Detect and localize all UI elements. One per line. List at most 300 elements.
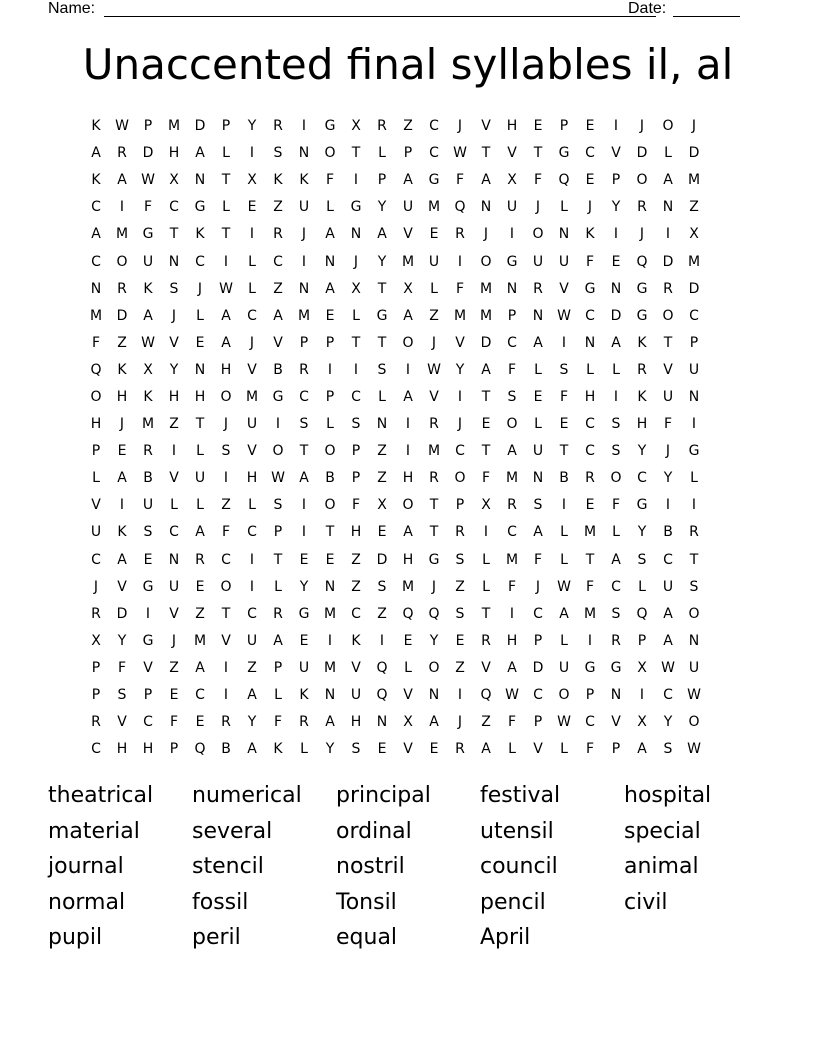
grid-cell[interactable]: G — [272, 388, 284, 405]
grid-cell[interactable]: J — [431, 578, 437, 595]
grid-cell[interactable]: N — [428, 687, 440, 704]
grid-cell[interactable]: C — [637, 470, 647, 487]
grid-cell[interactable]: T — [481, 145, 491, 162]
grid-cell[interactable]: H — [116, 741, 128, 758]
grid-cell[interactable]: U — [350, 687, 362, 704]
grid-cell[interactable]: N — [376, 714, 388, 731]
grid-cell[interactable]: I — [613, 118, 619, 135]
grid-cell[interactable]: I — [483, 524, 489, 541]
grid-cell[interactable]: M — [193, 632, 207, 649]
grid-cell[interactable]: C — [351, 388, 361, 405]
grid-cell[interactable]: R — [637, 199, 647, 216]
grid-cell[interactable]: R — [689, 524, 699, 541]
grid-cell[interactable]: J — [249, 334, 255, 351]
grid-cell[interactable]: L — [612, 524, 620, 541]
grid-cell[interactable]: C — [351, 605, 361, 622]
grid-cell[interactable]: W — [687, 741, 701, 758]
grid-cell[interactable]: Z — [377, 443, 387, 460]
grid-cell[interactable]: C — [91, 741, 101, 758]
grid-cell[interactable]: I — [145, 605, 151, 622]
grid-cell[interactable]: I — [353, 172, 359, 189]
grid-cell[interactable]: S — [533, 497, 543, 514]
grid-cell[interactable]: B — [663, 524, 673, 541]
grid-cell[interactable]: T — [481, 605, 491, 622]
grid-cell[interactable]: K — [91, 172, 101, 189]
grid-cell[interactable]: F — [559, 388, 569, 405]
grid-cell[interactable]: T — [481, 443, 491, 460]
grid-cell[interactable]: G — [350, 199, 362, 216]
grid-cell[interactable]: L — [274, 687, 282, 704]
grid-cell[interactable]: L — [534, 361, 542, 378]
grid-cell[interactable]: A — [663, 632, 673, 649]
grid-cell[interactable]: R — [455, 524, 465, 541]
grid-cell[interactable]: L — [274, 578, 282, 595]
grid-cell[interactable]: A — [273, 632, 283, 649]
grid-cell[interactable]: N — [532, 307, 544, 324]
grid-cell[interactable]: T — [533, 145, 543, 162]
grid-cell[interactable]: V — [351, 659, 361, 676]
grid-cell[interactable]: A — [195, 145, 205, 162]
grid-cell[interactable]: R — [299, 361, 309, 378]
grid-cell[interactable]: T — [429, 524, 439, 541]
grid-cell[interactable]: V — [247, 443, 257, 460]
grid-cell[interactable]: A — [91, 145, 101, 162]
grid-cell[interactable]: U — [142, 253, 154, 270]
grid-cell[interactable]: O — [220, 388, 232, 405]
grid-cell[interactable]: A — [403, 307, 413, 324]
grid-cell[interactable]: P — [91, 687, 101, 704]
grid-cell[interactable]: N — [324, 687, 336, 704]
grid-cell[interactable]: U — [194, 470, 206, 487]
grid-cell[interactable]: S — [611, 605, 621, 622]
grid-cell[interactable]: N — [662, 199, 674, 216]
grid-cell[interactable]: C — [195, 253, 205, 270]
grid-cell[interactable]: E — [117, 443, 127, 460]
grid-cell[interactable]: I — [301, 253, 307, 270]
grid-cell[interactable]: E — [195, 714, 205, 731]
grid-cell[interactable]: A — [663, 172, 673, 189]
grid-cell[interactable]: I — [119, 497, 125, 514]
grid-cell[interactable]: L — [508, 741, 516, 758]
grid-cell[interactable]: H — [350, 714, 362, 731]
grid-cell[interactable]: O — [324, 497, 336, 514]
grid-cell[interactable]: M — [401, 253, 415, 270]
grid-cell[interactable]: I — [249, 145, 255, 162]
grid-cell[interactable]: G — [584, 659, 596, 676]
grid-cell[interactable]: U — [90, 524, 102, 541]
grid-cell[interactable]: Z — [169, 659, 179, 676]
grid-cell[interactable]: L — [170, 497, 178, 514]
grid-cell[interactable]: G — [636, 307, 648, 324]
grid-cell[interactable]: A — [377, 226, 387, 243]
grid-cell[interactable]: L — [196, 307, 204, 324]
grid-cell[interactable]: E — [325, 551, 335, 568]
grid-cell[interactable]: V — [169, 605, 179, 622]
grid-cell[interactable]: W — [219, 280, 233, 297]
grid-cell[interactable]: F — [585, 578, 595, 595]
grid-cell[interactable]: D — [376, 551, 388, 568]
grid-cell[interactable]: A — [195, 524, 205, 541]
grid-cell[interactable]: X — [403, 714, 413, 731]
grid-cell[interactable]: T — [377, 334, 387, 351]
grid-cell[interactable]: V — [403, 741, 413, 758]
grid-cell[interactable]: P — [351, 443, 361, 460]
grid-cell[interactable]: R — [585, 470, 595, 487]
grid-cell[interactable]: K — [143, 280, 153, 297]
grid-cell[interactable]: G — [376, 307, 388, 324]
grid-cell[interactable]: I — [405, 443, 411, 460]
grid-cell[interactable]: X — [169, 172, 179, 189]
grid-cell[interactable]: I — [561, 497, 567, 514]
grid-cell[interactable]: I — [301, 118, 307, 135]
grid-cell[interactable]: N — [688, 388, 700, 405]
grid-cell[interactable]: C — [663, 551, 673, 568]
grid-cell[interactable]: D — [194, 118, 206, 135]
grid-cell[interactable]: M — [115, 226, 129, 243]
grid-cell[interactable]: Z — [273, 280, 283, 297]
grid-cell[interactable]: Y — [637, 443, 647, 460]
grid-cell[interactable]: I — [561, 334, 567, 351]
grid-cell[interactable]: W — [505, 687, 519, 704]
grid-cell[interactable]: O — [532, 226, 544, 243]
grid-cell[interactable]: D — [688, 145, 700, 162]
grid-cell[interactable]: N — [376, 416, 388, 433]
grid-cell[interactable]: D — [688, 280, 700, 297]
grid-cell[interactable]: V — [533, 741, 543, 758]
grid-cell[interactable]: M — [245, 388, 259, 405]
grid-cell[interactable]: U — [168, 578, 180, 595]
grid-cell[interactable]: O — [428, 659, 440, 676]
grid-cell[interactable]: J — [353, 253, 359, 270]
grid-cell[interactable]: E — [585, 118, 595, 135]
grid-cell[interactable]: O — [324, 443, 336, 460]
grid-cell[interactable]: A — [299, 470, 309, 487]
grid-cell[interactable]: E — [299, 551, 309, 568]
grid-cell[interactable]: A — [481, 172, 491, 189]
grid-cell[interactable]: L — [92, 470, 100, 487]
grid-cell[interactable]: A — [325, 226, 335, 243]
grid-cell[interactable]: X — [247, 172, 257, 189]
grid-cell[interactable]: L — [482, 578, 490, 595]
grid-cell[interactable]: N — [558, 226, 570, 243]
grid-cell[interactable]: K — [117, 524, 127, 541]
grid-cell[interactable]: C — [429, 118, 439, 135]
grid-cell[interactable]: E — [533, 388, 543, 405]
grid-cell[interactable]: A — [533, 334, 543, 351]
grid-cell[interactable]: F — [351, 497, 361, 514]
grid-cell[interactable]: W — [271, 470, 285, 487]
grid-cell[interactable]: J — [197, 280, 203, 297]
grid-cell[interactable]: I — [405, 361, 411, 378]
grid-cell[interactable]: G — [298, 605, 310, 622]
grid-cell[interactable]: S — [273, 497, 283, 514]
grid-cell[interactable]: C — [585, 307, 595, 324]
grid-cell[interactable]: L — [586, 361, 594, 378]
grid-cell[interactable]: F — [455, 280, 465, 297]
grid-cell[interactable]: Q — [402, 605, 414, 622]
grid-cell[interactable]: P — [507, 307, 517, 324]
grid-cell[interactable]: R — [429, 416, 439, 433]
grid-cell[interactable]: F — [143, 199, 153, 216]
grid-cell[interactable]: C — [533, 605, 543, 622]
grid-cell[interactable]: L — [560, 551, 568, 568]
grid-cell[interactable]: N — [298, 280, 310, 297]
grid-cell[interactable]: M — [479, 307, 493, 324]
grid-cell[interactable]: M — [297, 307, 311, 324]
grid-cell[interactable]: F — [507, 714, 517, 731]
grid-cell[interactable]: V — [117, 578, 127, 595]
grid-cell[interactable]: K — [195, 226, 205, 243]
grid-cell[interactable]: E — [403, 632, 413, 649]
grid-cell[interactable]: Q — [376, 659, 388, 676]
grid-cell[interactable]: U — [246, 416, 258, 433]
grid-cell[interactable]: U — [506, 199, 518, 216]
grid-cell[interactable]: M — [583, 524, 597, 541]
grid-cell[interactable]: O — [220, 578, 232, 595]
grid-cell[interactable]: Z — [273, 199, 283, 216]
grid-cell[interactable]: A — [247, 687, 257, 704]
grid-cell[interactable]: A — [403, 172, 413, 189]
grid-cell[interactable]: Q — [428, 605, 440, 622]
grid-cell[interactable]: Y — [247, 714, 257, 731]
grid-cell[interactable]: F — [91, 334, 101, 351]
grid-cell[interactable]: C — [507, 334, 517, 351]
grid-cell[interactable]: C — [247, 605, 257, 622]
grid-cell[interactable]: P — [273, 659, 283, 676]
grid-cell[interactable]: Y — [663, 470, 673, 487]
grid-cell[interactable]: P — [143, 118, 153, 135]
grid-cell[interactable]: Y — [637, 524, 647, 541]
grid-cell[interactable]: L — [664, 145, 672, 162]
grid-cell[interactable]: J — [457, 118, 463, 135]
grid-cell[interactable]: U — [688, 659, 700, 676]
grid-cell[interactable]: S — [611, 416, 621, 433]
name-field-line[interactable] — [104, 16, 656, 17]
grid-cell[interactable]: G — [506, 253, 518, 270]
grid-cell[interactable]: O — [662, 118, 674, 135]
grid-cell[interactable]: U — [662, 578, 674, 595]
grid-cell[interactable]: Y — [247, 118, 257, 135]
grid-cell[interactable]: J — [223, 416, 229, 433]
grid-cell[interactable]: X — [377, 497, 387, 514]
grid-cell[interactable]: P — [351, 470, 361, 487]
grid-cell[interactable]: O — [662, 307, 674, 324]
grid-cell[interactable]: E — [559, 416, 569, 433]
grid-cell[interactable]: A — [195, 659, 205, 676]
grid-cell[interactable]: R — [455, 226, 465, 243]
grid-cell[interactable]: E — [429, 741, 439, 758]
grid-cell[interactable]: H — [584, 388, 596, 405]
grid-cell[interactable]: K — [143, 388, 153, 405]
grid-cell[interactable]: V — [611, 714, 621, 731]
grid-cell[interactable]: S — [637, 551, 647, 568]
grid-cell[interactable]: G — [194, 199, 206, 216]
grid-cell[interactable]: A — [273, 307, 283, 324]
grid-cell[interactable]: R — [455, 741, 465, 758]
grid-cell[interactable]: P — [299, 334, 309, 351]
grid-cell[interactable]: I — [405, 416, 411, 433]
grid-cell[interactable]: J — [587, 199, 593, 216]
grid-cell[interactable]: H — [116, 388, 128, 405]
grid-cell[interactable]: S — [377, 578, 387, 595]
grid-cell[interactable]: V — [247, 361, 257, 378]
grid-cell[interactable]: Y — [663, 714, 673, 731]
grid-cell[interactable]: T — [221, 172, 231, 189]
grid-cell[interactable]: V — [403, 687, 413, 704]
grid-cell[interactable]: N — [324, 253, 336, 270]
grid-cell[interactable]: V — [663, 361, 673, 378]
grid-cell[interactable]: M — [167, 118, 181, 135]
grid-cell[interactable]: C — [247, 307, 257, 324]
grid-cell[interactable]: I — [223, 659, 229, 676]
grid-cell[interactable]: J — [457, 416, 463, 433]
grid-cell[interactable]: N — [194, 361, 206, 378]
grid-cell[interactable]: F — [273, 714, 283, 731]
grid-cell[interactable]: W — [557, 578, 571, 595]
grid-cell[interactable]: E — [195, 578, 205, 595]
grid-cell[interactable]: B — [325, 470, 335, 487]
grid-cell[interactable]: U — [558, 253, 570, 270]
grid-cell[interactable]: V — [273, 334, 283, 351]
grid-cell[interactable]: Q — [636, 253, 648, 270]
grid-cell[interactable]: T — [559, 443, 569, 460]
grid-cell[interactable]: W — [661, 659, 675, 676]
grid-cell[interactable]: S — [455, 605, 465, 622]
grid-cell[interactable]: E — [585, 497, 595, 514]
grid-cell[interactable]: A — [507, 659, 517, 676]
grid-cell[interactable]: Y — [611, 199, 621, 216]
grid-cell[interactable]: R — [117, 145, 127, 162]
grid-cell[interactable]: D — [480, 334, 492, 351]
grid-cell[interactable]: I — [613, 388, 619, 405]
grid-cell[interactable]: O — [272, 443, 284, 460]
grid-cell[interactable]: R — [143, 443, 153, 460]
grid-cell[interactable]: Z — [481, 714, 491, 731]
grid-cell[interactable]: E — [611, 253, 621, 270]
grid-cell[interactable]: B — [221, 741, 231, 758]
grid-cell[interactable]: M — [505, 551, 519, 568]
grid-cell[interactable]: P — [143, 687, 153, 704]
grid-cell[interactable]: X — [143, 361, 153, 378]
grid-cell[interactable]: T — [377, 280, 387, 297]
grid-cell[interactable]: A — [663, 605, 673, 622]
grid-cell[interactable]: S — [377, 361, 387, 378]
grid-cell[interactable]: I — [457, 388, 463, 405]
grid-cell[interactable]: O — [636, 172, 648, 189]
grid-cell[interactable]: E — [195, 334, 205, 351]
grid-cell[interactable]: G — [428, 172, 440, 189]
grid-cell[interactable]: X — [507, 172, 517, 189]
grid-cell[interactable]: C — [585, 443, 595, 460]
grid-cell[interactable]: Z — [455, 659, 465, 676]
grid-cell[interactable]: Q — [90, 361, 102, 378]
grid-cell[interactable]: I — [301, 497, 307, 514]
grid-cell[interactable]: P — [455, 497, 465, 514]
grid-cell[interactable]: N — [168, 551, 180, 568]
grid-cell[interactable]: K — [585, 226, 595, 243]
grid-cell[interactable]: K — [273, 741, 283, 758]
grid-cell[interactable]: E — [169, 687, 179, 704]
grid-cell[interactable]: E — [585, 172, 595, 189]
grid-cell[interactable]: R — [117, 280, 127, 297]
grid-cell[interactable]: T — [221, 226, 231, 243]
grid-cell[interactable]: A — [247, 741, 257, 758]
grid-cell[interactable]: N — [298, 145, 310, 162]
grid-cell[interactable]: B — [143, 470, 153, 487]
grid-cell[interactable]: D — [142, 145, 154, 162]
grid-cell[interactable]: U — [532, 253, 544, 270]
grid-cell[interactable]: T — [481, 388, 491, 405]
grid-cell[interactable]: L — [222, 199, 230, 216]
grid-cell[interactable]: V — [117, 714, 127, 731]
grid-cell[interactable]: C — [585, 714, 595, 731]
grid-cell[interactable]: S — [169, 280, 179, 297]
grid-cell[interactable]: Q — [558, 172, 570, 189]
grid-cell[interactable]: A — [611, 334, 621, 351]
grid-cell[interactable]: X — [637, 659, 647, 676]
grid-cell[interactable]: I — [223, 470, 229, 487]
grid-cell[interactable]: G — [428, 551, 440, 568]
grid-cell[interactable]: A — [637, 741, 647, 758]
grid-cell[interactable]: X — [481, 497, 491, 514]
grid-cell[interactable]: A — [403, 524, 413, 541]
grid-cell[interactable]: A — [325, 714, 335, 731]
grid-cell[interactable]: T — [273, 551, 283, 568]
grid-cell[interactable]: Z — [403, 118, 413, 135]
grid-cell[interactable]: L — [560, 524, 568, 541]
grid-cell[interactable]: Z — [429, 307, 439, 324]
grid-cell[interactable]: H — [350, 524, 362, 541]
grid-cell[interactable]: S — [221, 443, 231, 460]
grid-cell[interactable]: I — [249, 551, 255, 568]
grid-cell[interactable]: L — [378, 145, 386, 162]
grid-cell[interactable]: J — [639, 226, 645, 243]
grid-cell[interactable]: N — [90, 280, 102, 297]
grid-cell[interactable]: U — [298, 659, 310, 676]
grid-cell[interactable]: R — [637, 361, 647, 378]
grid-cell[interactable]: W — [141, 172, 155, 189]
grid-cell[interactable]: M — [479, 280, 493, 297]
grid-cell[interactable]: C — [585, 416, 595, 433]
grid-cell[interactable]: W — [453, 145, 467, 162]
grid-cell[interactable]: J — [639, 118, 645, 135]
grid-cell[interactable]: E — [533, 118, 543, 135]
grid-cell[interactable]: C — [585, 145, 595, 162]
grid-cell[interactable]: P — [377, 172, 387, 189]
grid-cell[interactable]: N — [688, 632, 700, 649]
grid-cell[interactable]: C — [533, 687, 543, 704]
grid-cell[interactable]: C — [91, 199, 101, 216]
grid-cell[interactable]: E — [143, 551, 153, 568]
grid-cell[interactable]: O — [506, 416, 518, 433]
grid-cell[interactable]: H — [636, 416, 648, 433]
grid-cell[interactable]: L — [326, 416, 334, 433]
grid-cell[interactable]: Y — [377, 199, 387, 216]
grid-cell[interactable]: Q — [376, 687, 388, 704]
grid-cell[interactable]: H — [194, 388, 206, 405]
grid-cell[interactable]: Z — [169, 416, 179, 433]
date-field-line[interactable] — [673, 16, 740, 17]
grid-cell[interactable]: A — [221, 307, 231, 324]
grid-cell[interactable]: I — [457, 253, 463, 270]
grid-cell[interactable]: S — [299, 416, 309, 433]
grid-cell[interactable]: I — [327, 361, 333, 378]
grid-cell[interactable]: Y — [429, 632, 439, 649]
grid-cell[interactable]: A — [559, 605, 569, 622]
grid-cell[interactable]: D — [662, 253, 674, 270]
grid-cell[interactable]: K — [351, 632, 361, 649]
grid-cell[interactable]: P — [221, 118, 231, 135]
